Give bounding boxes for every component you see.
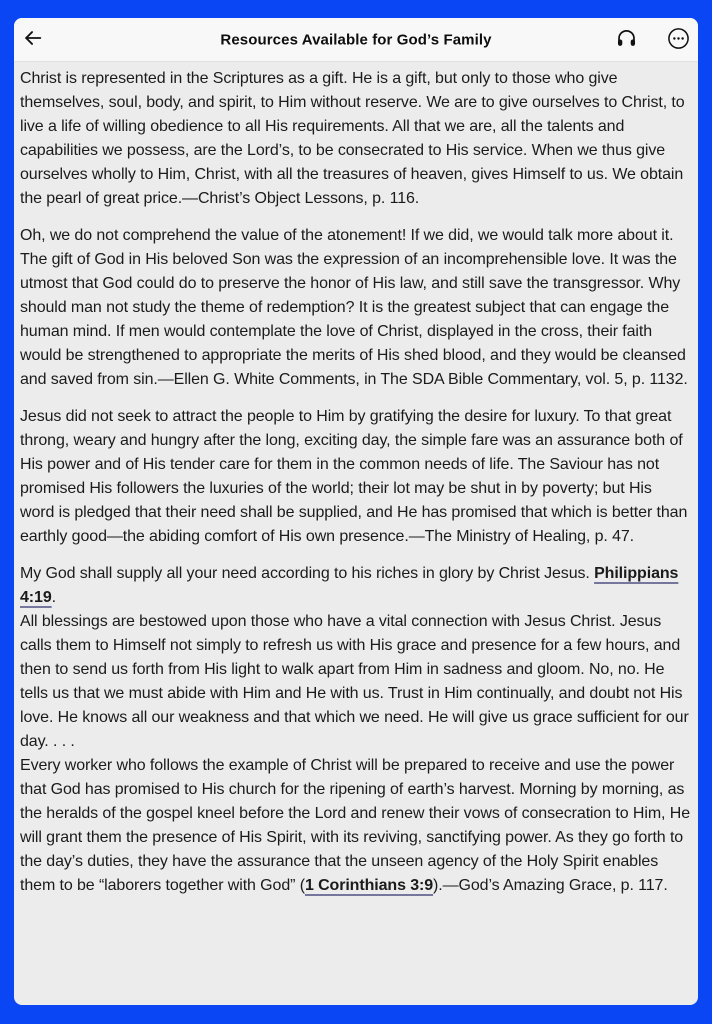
paragraph: All blessings are bestowed upon those who have a vital connection with Jesus Christ. Jesus calls them to Himself not simply to refresh us with His grace and presence for a few hours, and then to send us forth from His light to walk apart from Him in sadness and gloom. No, no. He tells us that we must abide with Him and He with us. Trust in Him continually, and doubt not His love. He knows all our weakness and that which we need. He will give us grace sufficient for our day. . . . xyxy=(20,613,689,750)
page-title: Resources Available for God’s Family xyxy=(220,31,492,48)
listen-audio-button[interactable] xyxy=(614,28,638,52)
back-button[interactable] xyxy=(22,23,56,57)
paragraph: Every worker who follows the example of Christ will be prepared to receive and use the power that God has promised to His church for the ripening of earth’s harvest. Morning by morning, as the heralds of the gospel kneel before the Lord and renew their vows of consecration to Him, He will grant them the presence of His Spirit, with its reviving, sanctifying power. As they go forth to the day’s duties, they have the assurance that the unseen agency of the Holy Spirit enables them to be “laborers together with God” (1 Corinthians 3:9).—God’s Amazing Grace, p. 117. xyxy=(20,757,691,894)
header-bar xyxy=(14,18,698,62)
scripture-reference-link[interactable]: Philippians 4:19 xyxy=(20,565,679,606)
more-options-icon xyxy=(667,27,690,53)
paragraph: My God shall supply all your need according to his riches in glory by Christ Jesus. Philippians 4:19. xyxy=(20,565,679,606)
headphones-icon xyxy=(615,27,638,53)
scripture-reference-link[interactable]: 1 Corinthians 3:9 xyxy=(304,877,434,894)
paragraph: Jesus did not seek to attract the people to Him by gratifying the desire for luxury. To that great throng, weary and hungry after the long, exciting day, the simple fare was an assurance both of His power and of His tender care for them in the common needs of life. The Saviour has not promised His followers the luxuries of the world; their lot may be shut in by poverty; but His word is pledged that their need shall be supplied, and He has promised that which is better than earthly good—the abiding comfort of His own presence.—The Ministry of Healing, p. 47. xyxy=(20,408,688,545)
paragraph: Christ is represented in the Scriptures as a gift. He is a gift, but only to those who give themselves, soul, body, and spirit, to Him without reserve. We are to give ourselves to Christ, to live a life of willing obedience to all His requirements. All that we are, all the talents and capabilities we possess, are the Lord’s, to be consecrated to His service. When we thus give ourselves wholly to Him, Christ, with all the treasures of heaven, gives Himself to us. We obtain the pearl of great price.—Christ’s Object Lessons, p. 116. xyxy=(20,70,685,207)
paragraph: Oh, we do not comprehend the value of the atonement! If we did, we would talk more about it. The gift of God in His beloved Son was the expression of an incomprehensible love. It was the utmost that God could do to preserve the honor of His law, and still save the transgressor. Why should man not study the theme of redemption? It is the greatest subject that can engage the human mind. If men would contemplate the love of Christ, displayed in the cross, their faith would be strengthened to appropriate the merits of His shed blood, and they would be cleansed and saved from sin.—Ellen G. White Comments, in The SDA Bible Commentary, vol. 5, p. 1132. xyxy=(20,227,688,388)
header-actions xyxy=(614,28,690,52)
reader-panel xyxy=(14,18,698,1005)
more-options-button[interactable] xyxy=(666,28,690,52)
scripture-text xyxy=(14,62,698,1005)
back-arrow-icon xyxy=(22,27,44,52)
